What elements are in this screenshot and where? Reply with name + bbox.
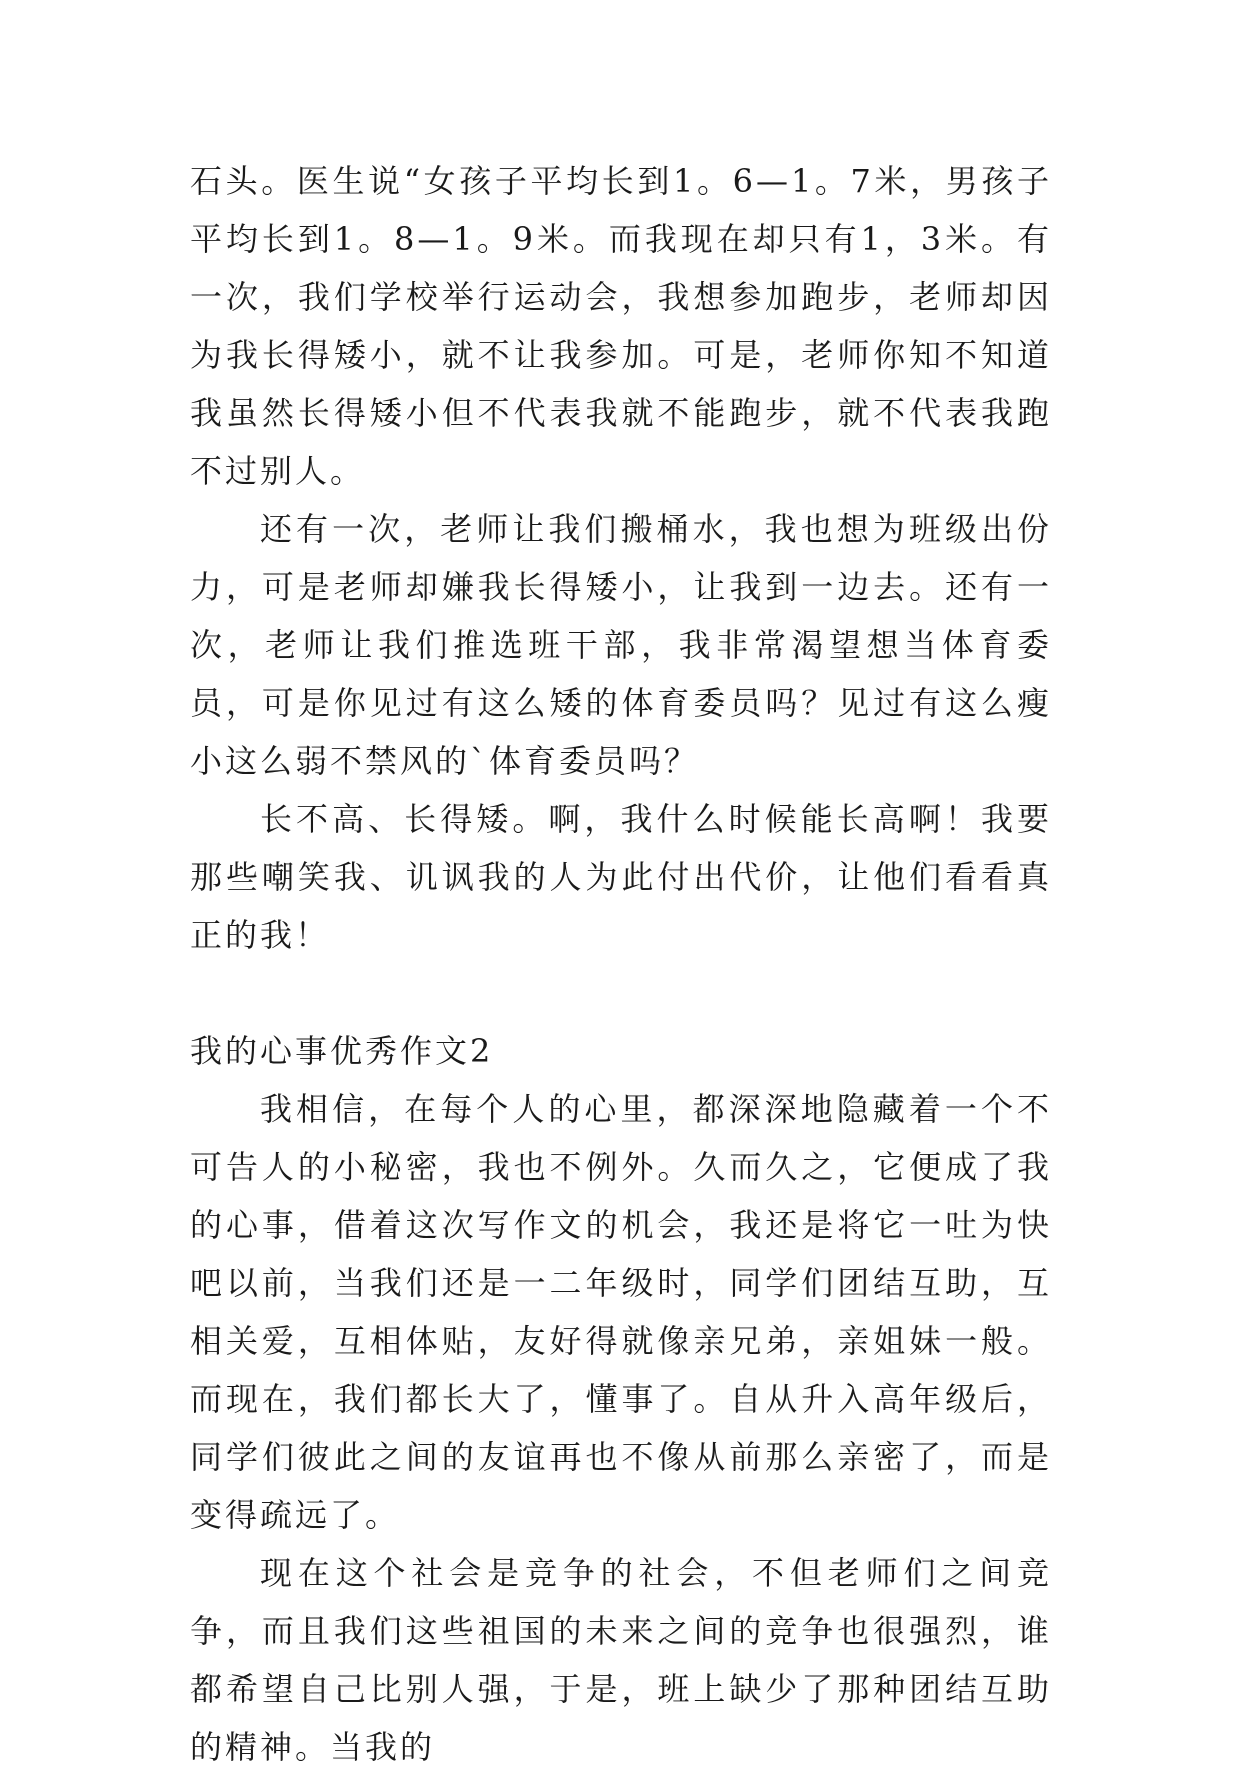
paragraph-3: 长不高、长得矮。啊，我什么时候能长高啊！我要那些嘲笑我、讥讽我的人为此付出代价，让他们看看真正的我！ (190, 800, 1052, 954)
paragraph-4: 我相信，在每个人的心里，都深深地隐藏着一个不可告人的小秘密，我也不例外。久而久之，它便成了我的心事，借着这次写作文的机会，我还是将它一吐为快吧以前，当我们还是一二年级时，同学们团结互助，互相关爱，互相体贴，友好得就像亲兄弟，亲姐妹一般。而现在，我们都长大了，懂事了。自从升入高年级后，同学们彼此之间的友谊再也不像从前那么亲密了，而是变得疏远了。 (190, 1090, 1052, 1534)
document-body (190, 152, 1052, 1776)
essay-heading: 我的心事优秀作文2 (190, 1032, 494, 1070)
paragraph-5: 现在这个社会是竞争的社会，不但老师们之间竞争，而且我们这些祖国的未来之间的竞争也很强烈，谁都希望自己比别人强，于是，班上缺少了那种团结互助的精神。当我的 (190, 1554, 1052, 1766)
paragraph-2: 还有一次，老师让我们搬桶水，我也想为班级出份力，可是老师却嫌我长得矮小，让我到一边去。还有一次，老师让我们推选班干部，我非常渴望想当体育委员，可是你见过有这么矮的体育委员吗？见过有这么瘦小这么弱不禁风的`体育委员吗？ (190, 510, 1052, 780)
paragraph-1: 石头。医生说“女孩子平均长到1。6—1。7米，男孩子平均长到1。8—1。9米。而我现在却只有1，3米。有一次，我们学校举行运动会，我想参加跑步，老师却因为我长得矮小，就不让我参加。可是，老师你知不知道我虽然长得矮小但不代表我就不能跑步，就不代表我跑不过别人。 (190, 162, 1052, 490)
